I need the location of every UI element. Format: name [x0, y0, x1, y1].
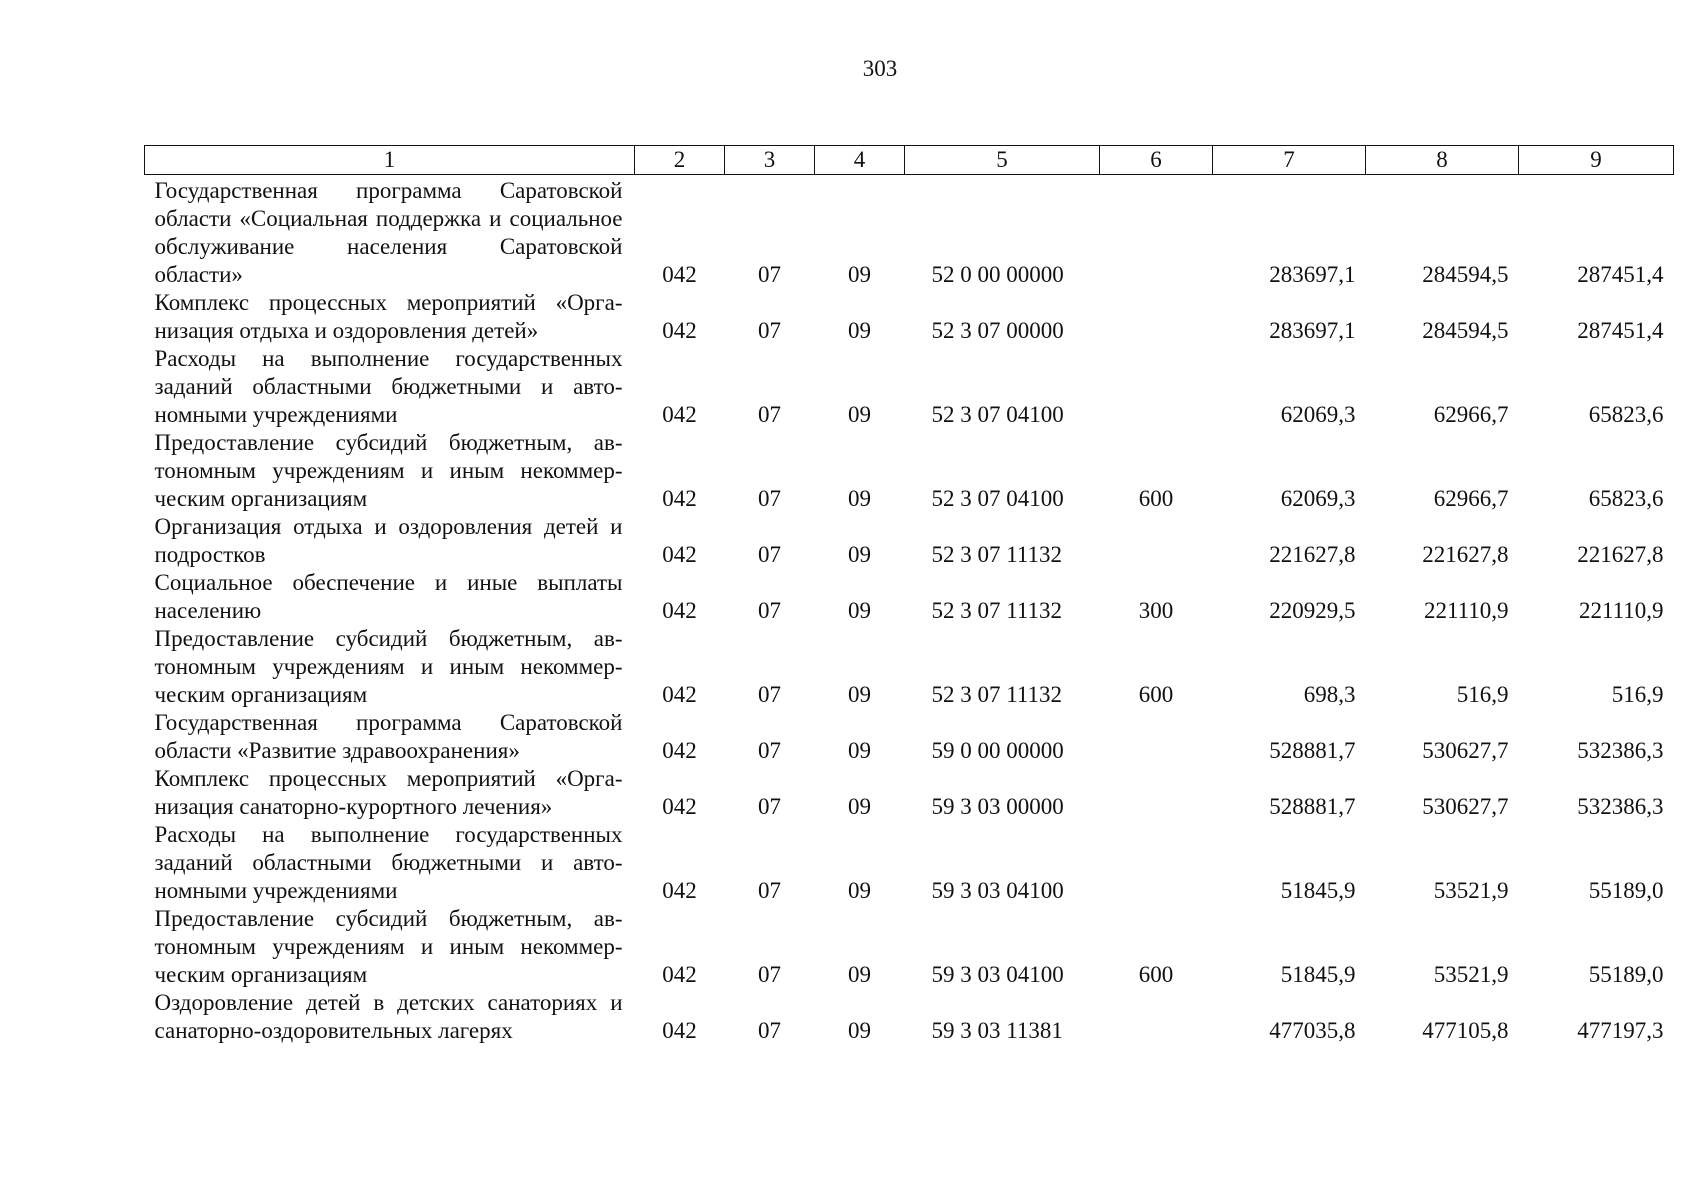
item-name-cell: Комплекс процессных мероприятий «Организация отдыха и оздоровления детей»	[154, 290, 623, 343]
amount-col8-cell: 530627,7	[1422, 738, 1509, 763]
amount-col7-cell: 51845,9	[1280, 962, 1356, 987]
target-article-cell: 59 3 03 04100	[931, 962, 1064, 987]
section-code-cell: 07	[758, 1018, 781, 1043]
amount-col8-cell: 221110,9	[1423, 598, 1509, 623]
department-code-cell: 042	[662, 1018, 697, 1043]
expense-type-cell	[1100, 765, 1213, 821]
item-name-cell: Расходы на выполнение государственных заданий областными бюджетными и автономными учреждениями	[154, 346, 623, 427]
expense-type-cell: 600	[1138, 682, 1174, 707]
subsection-code-cell: 09	[848, 794, 871, 819]
expense-type-cell	[1100, 709, 1213, 765]
table-row	[145, 821, 1674, 905]
amount-col7-cell: 62069,3	[1280, 402, 1356, 427]
column-header: 4	[815, 146, 905, 175]
amount-col9-cell: 532386,3	[1577, 738, 1664, 763]
subsection-code-cell: 09	[848, 402, 871, 427]
item-name-cell: Социальное обеспечение и иные выплаты населению	[154, 570, 623, 623]
target-article-cell: 52 3 07 00000	[931, 318, 1064, 343]
amount-col8-cell: 62966,7	[1433, 486, 1509, 511]
item-name-cell: Предоставление субсидий бюджетным, автономным учреждениям и иным некоммерческим организациям	[154, 626, 623, 707]
section-code-cell: 07	[758, 402, 781, 427]
table-row	[145, 989, 1674, 1045]
subsection-code-cell: 09	[848, 738, 871, 763]
column-header: 2	[635, 146, 725, 175]
table-header-row	[145, 146, 1674, 175]
table-body	[145, 175, 1674, 1046]
amount-col9-cell: 532386,3	[1577, 794, 1664, 819]
target-article-cell: 52 3 07 04100	[931, 486, 1064, 511]
item-name-cell: Расходы на выполнение государственных заданий областными бюджетными и автономными учреждениями	[154, 822, 623, 903]
target-article-cell: 59 3 03 00000	[931, 794, 1064, 819]
amount-col8-cell: 284594,5	[1422, 262, 1509, 287]
table-row	[145, 175, 1674, 290]
table-row	[145, 709, 1674, 765]
page-number: 303	[862, 56, 898, 81]
amount-col9-cell: 55189,0	[1588, 962, 1664, 987]
amount-col8-cell: 53521,9	[1433, 878, 1509, 903]
amount-col8-cell: 284594,5	[1422, 318, 1509, 343]
section-code-cell: 07	[758, 598, 781, 623]
amount-col7-cell: 220929,5	[1269, 598, 1356, 623]
expense-type-cell	[1100, 345, 1213, 429]
target-article-cell: 52 0 00 00000	[931, 262, 1064, 287]
item-name-cell: Государственная программа Саратовской области «Развитие здравоохранения»	[154, 710, 623, 763]
item-name-cell: Комплекс процессных мероприятий «Организация санаторно-курортного лечения»	[154, 766, 623, 819]
department-code-cell: 042	[662, 598, 697, 623]
department-code-cell: 042	[662, 794, 697, 819]
amount-col9-cell: 65823,6	[1588, 486, 1664, 511]
table-row	[145, 765, 1674, 821]
table-row	[145, 513, 1674, 569]
amount-col7-cell: 698,3	[1303, 682, 1356, 707]
target-article-cell: 52 3 07 11132	[931, 682, 1063, 707]
item-name-cell: Предоставление субсидий бюджетным, автономным учреждениям и иным некоммерческим организациям	[154, 906, 623, 987]
subsection-code-cell: 09	[848, 486, 871, 511]
section-code-cell: 07	[758, 738, 781, 763]
table-row	[145, 429, 1674, 513]
column-header: 3	[725, 146, 815, 175]
section-code-cell: 07	[758, 794, 781, 819]
section-code-cell: 07	[758, 542, 781, 567]
department-code-cell: 042	[662, 878, 697, 903]
amount-col8-cell: 62966,7	[1433, 402, 1509, 427]
department-code-cell: 042	[662, 402, 697, 427]
section-code-cell: 07	[758, 486, 781, 511]
department-code-cell: 042	[662, 262, 697, 287]
expense-type-cell	[1100, 989, 1213, 1045]
column-header: 5	[905, 146, 1100, 175]
subsection-code-cell: 09	[848, 682, 871, 707]
item-name-cell: Предоставление субсидий бюджетным, автономным учреждениям и иным некоммерческим организациям	[154, 430, 623, 511]
column-header: 8	[1366, 146, 1519, 175]
amount-col9-cell: 55189,0	[1588, 878, 1664, 903]
department-code-cell: 042	[662, 486, 697, 511]
subsection-code-cell: 09	[848, 598, 871, 623]
section-code-cell: 07	[758, 878, 781, 903]
subsection-code-cell: 09	[848, 262, 871, 287]
item-name-cell: Оздоровление детей в детских санаториях и санаторно-оздоровительных лагерях	[154, 990, 623, 1043]
amount-col9-cell: 221627,8	[1577, 542, 1664, 567]
expense-type-cell	[1100, 821, 1213, 905]
amount-col9-cell: 65823,6	[1588, 402, 1664, 427]
expense-type-cell	[1100, 175, 1213, 290]
amount-col7-cell: 51845,9	[1280, 878, 1356, 903]
budget-table	[144, 145, 1674, 1045]
amount-col9-cell: 287451,4	[1577, 262, 1664, 287]
subsection-code-cell: 09	[848, 318, 871, 343]
department-code-cell: 042	[662, 542, 697, 567]
target-article-cell: 59 3 03 04100	[931, 878, 1064, 903]
table-row	[145, 345, 1674, 429]
subsection-code-cell: 09	[848, 878, 871, 903]
expense-type-cell: 600	[1138, 962, 1174, 987]
item-name-cell: Государственная программа Саратовской области «Социальная поддержка и социальное обслуживание населения Саратовской области»	[154, 178, 623, 287]
amount-col7-cell: 283697,1	[1269, 262, 1356, 287]
amount-col9-cell: 287451,4	[1577, 318, 1664, 343]
department-code-cell: 042	[662, 682, 697, 707]
amount-col7-cell: 477035,8	[1269, 1018, 1356, 1043]
subsection-code-cell: 09	[848, 962, 871, 987]
table-row	[145, 569, 1674, 625]
expense-type-cell	[1100, 289, 1213, 345]
expense-type-cell	[1100, 513, 1213, 569]
column-header: 6	[1100, 146, 1213, 175]
column-header: 9	[1519, 146, 1674, 175]
target-article-cell: 52 3 07 11132	[931, 542, 1063, 567]
table-row	[145, 289, 1674, 345]
column-header: 7	[1213, 146, 1366, 175]
amount-col8-cell: 221627,8	[1422, 542, 1509, 567]
table-row	[145, 905, 1674, 989]
amount-col7-cell: 283697,1	[1269, 318, 1356, 343]
item-name-cell: Организация отдыха и оздоровления детей и подростков	[154, 514, 623, 567]
amount-col7-cell: 221627,8	[1269, 542, 1356, 567]
amount-col7-cell: 528881,7	[1269, 738, 1356, 763]
amount-col7-cell: 62069,3	[1280, 486, 1356, 511]
amount-col9-cell: 477197,3	[1577, 1018, 1664, 1043]
section-code-cell: 07	[758, 682, 781, 707]
amount-col9-cell: 516,9	[1611, 682, 1664, 707]
target-article-cell: 52 3 07 04100	[931, 402, 1064, 427]
department-code-cell: 042	[662, 738, 697, 763]
amount-col8-cell: 53521,9	[1433, 962, 1509, 987]
section-code-cell: 07	[758, 318, 781, 343]
expense-type-cell: 600	[1138, 486, 1174, 511]
subsection-code-cell: 09	[848, 542, 871, 567]
amount-col8-cell: 477105,8	[1422, 1018, 1509, 1043]
section-code-cell: 07	[758, 262, 781, 287]
target-article-cell: 59 3 03 11381	[931, 1018, 1063, 1043]
amount-col9-cell: 221110,9	[1578, 598, 1664, 623]
amount-col8-cell: 530627,7	[1422, 794, 1509, 819]
target-article-cell: 52 3 07 11132	[931, 598, 1063, 623]
department-code-cell: 042	[662, 962, 697, 987]
amount-col8-cell: 516,9	[1456, 682, 1509, 707]
department-code-cell: 042	[662, 318, 697, 343]
subsection-code-cell: 09	[848, 1018, 871, 1043]
column-header: 1	[145, 146, 635, 175]
expense-type-cell: 300	[1138, 598, 1174, 623]
table-row	[145, 625, 1674, 709]
amount-col7-cell: 528881,7	[1269, 794, 1356, 819]
target-article-cell: 59 0 00 00000	[931, 738, 1064, 763]
section-code-cell: 07	[758, 962, 781, 987]
